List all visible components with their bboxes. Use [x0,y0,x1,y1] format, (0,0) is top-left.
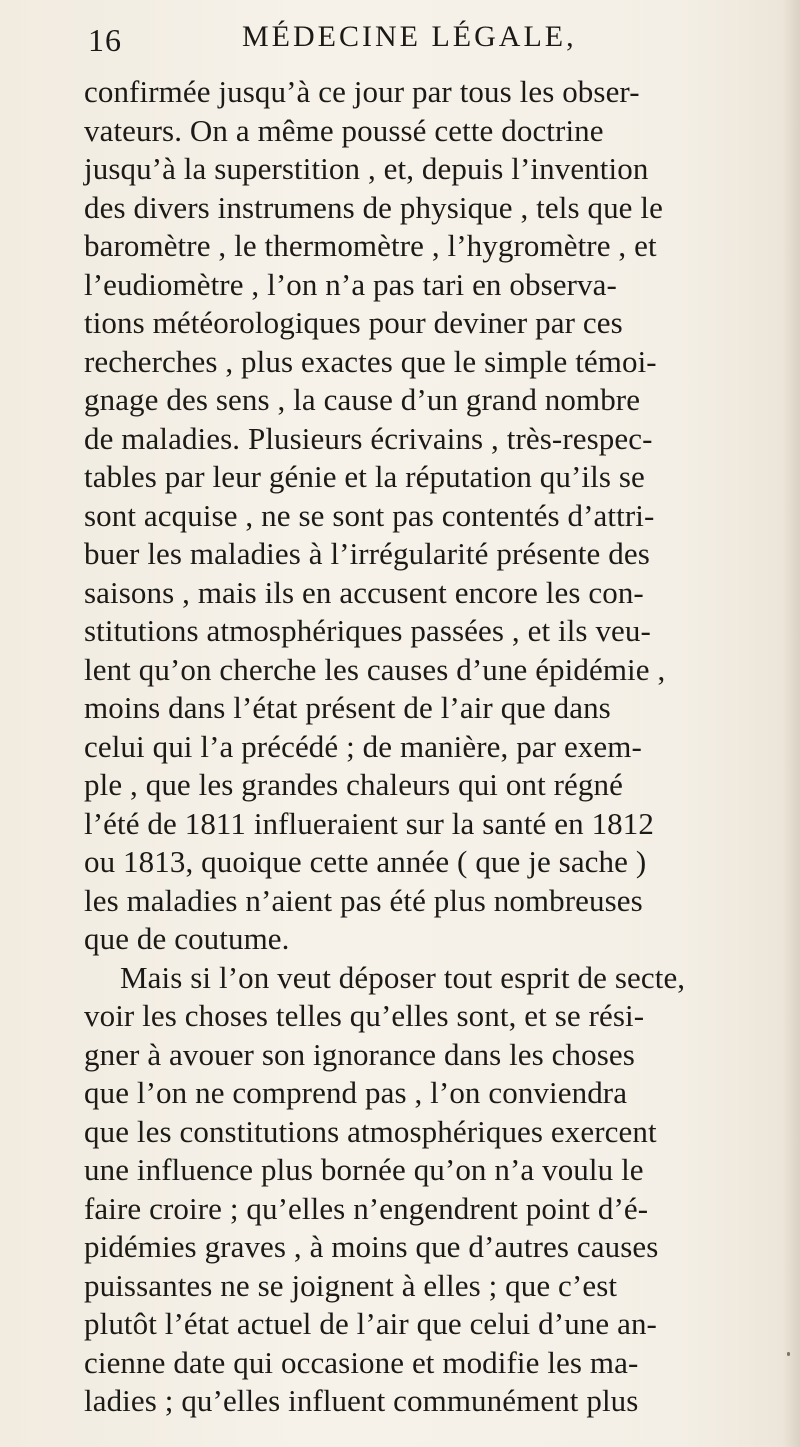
text-line: lent qu’on cherche les causes d’une épidémie , [84,651,666,687]
text-line: faire croire ; qu’elles n’engendrent point d’é- [84,1190,649,1226]
text-line: que de coutume. [84,921,290,956]
text-line: les maladies n’aient pas été plus nombreuses [84,882,643,918]
paper-speck [787,1352,790,1356]
text-line: que les constitutions atmosphériques exercent [84,1113,657,1149]
paragraph-start-line: Mais si l’on veut déposer tout esprit de secte, [120,959,686,995]
body-text [84,73,794,1421]
text-line: plutôt l’état actuel de l’air que celui d’une an- [84,1306,657,1341]
text-line: cienne date qui occasione et modifie les ma- [84,1344,639,1380]
text-line: l’été de 1811 influeraient sur la santé en 1812 [84,805,654,841]
text-line: gnage des sens , la cause d’un grand nombre [84,382,641,417]
text-line: ple , que les grandes chaleurs qui ont régné [84,767,623,802]
text-line: vateurs. On a même poussé cette doctrine [84,112,604,148]
text-line: recherches , plus exactes que le simple témoi- [84,343,657,379]
text-line: moins dans l’état présent de l’air que dans [84,690,611,725]
text-line: de maladies. Plusieurs écrivains , très-respec- [84,420,653,456]
running-head: MÉDECINE LÉGALE, [242,20,577,53]
page-number: 16 [88,22,122,58]
text-line: confirmée jusqu’à ce jour par tous les obser- [84,74,640,109]
text-line: puissantes ne se joignent à elles ; que c’est [84,1267,618,1303]
text-line: ladies ; qu’elles influent communément plus [84,1383,639,1418]
text-line: voir les choses telles qu’elles sont, et se rési- [84,998,645,1033]
text-line: tables par leur génie et la réputation qu’ils se [84,459,645,494]
text-line: ou 1813, quoique cette année ( que je sache ) [84,844,647,879]
text-line: l’eudiomètre , l’on n’a pas tari en observa- [84,266,617,302]
text-line: gner à avouer son ignorance dans les choses [84,1036,635,1072]
page-header [0,18,800,66]
text-line: buer les maladies à l’irrégularité présente des [84,536,650,571]
text-line: pidémies graves , à moins que d’autres causes [84,1229,659,1264]
text-line: saisons , mais ils en accusent encore les con- [84,574,644,610]
text-line: baromètre , le thermomètre , l’hygromètre , et [84,228,657,263]
text-line: celui qui l’a précédé ; de manière, par exem- [84,728,642,764]
text-line: stitutions atmosphériques passées , et ils veu- [84,613,651,648]
text-line: tions météorologiques pour deviner par ces [84,305,623,340]
text-line: des divers instrumens de physique , tels que le [84,189,663,225]
text-line: une influence plus bornée qu’on n’a voulu le [84,1152,644,1187]
text-line: jusqu’à la superstition , et, depuis l’invention [84,151,649,186]
text-line: sont acquise , ne se sont pas contentés d’attri- [84,497,655,533]
text-line: que l’on ne comprend pas , l’on conviendra [84,1075,628,1110]
